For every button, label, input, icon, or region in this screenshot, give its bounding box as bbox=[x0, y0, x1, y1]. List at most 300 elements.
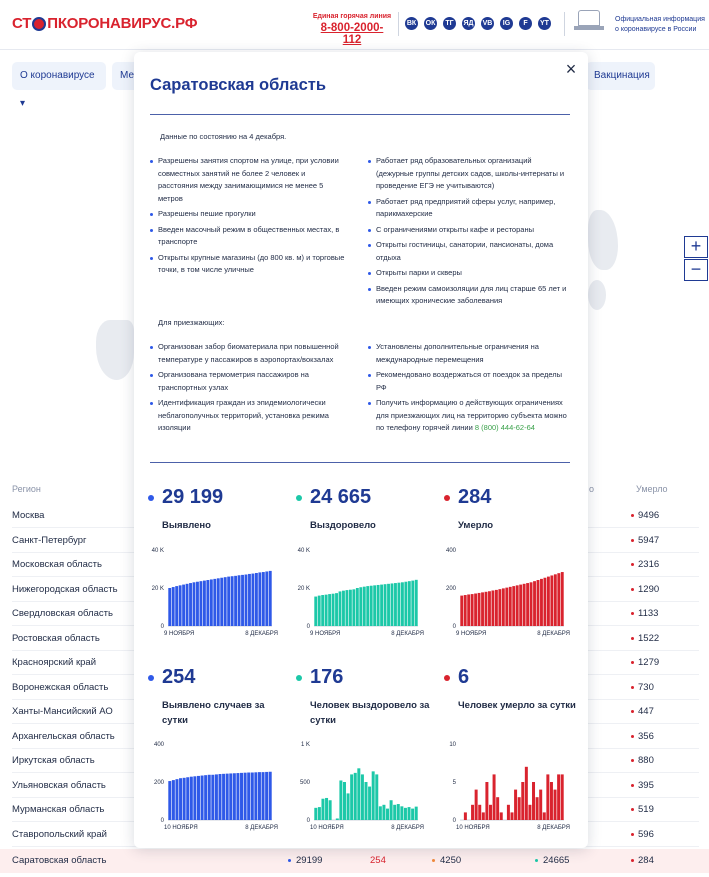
died-value: 1279 bbox=[638, 657, 660, 668]
chart-bar[interactable] bbox=[179, 778, 182, 820]
chart-bar[interactable] bbox=[172, 587, 175, 626]
chart-bar[interactable] bbox=[251, 773, 254, 821]
chart-bar[interactable] bbox=[408, 807, 411, 820]
list-item: Работает ряд образовательных организаций (дежурные группы детских садов, школы-интернаты и проведение ЕГЭ не учитываются) bbox=[368, 155, 568, 193]
vk-icon[interactable]: ВК bbox=[405, 17, 418, 30]
chart-cases-total bbox=[146, 546, 276, 646]
chart-bar[interactable] bbox=[372, 771, 375, 820]
died-value: 596 bbox=[638, 828, 654, 840]
chart-bar[interactable] bbox=[543, 812, 546, 820]
chart-bar[interactable] bbox=[240, 773, 243, 820]
chart-bar[interactable] bbox=[526, 583, 529, 626]
active-value: 4250 bbox=[440, 855, 462, 866]
chart-bar[interactable] bbox=[179, 585, 182, 626]
chart-bar[interactable] bbox=[478, 805, 481, 820]
chart-bar[interactable] bbox=[493, 774, 496, 820]
chart-bar[interactable] bbox=[321, 799, 324, 820]
chart-bar[interactable] bbox=[226, 774, 229, 820]
y-tick-label: 500 bbox=[299, 780, 310, 786]
chart-bar[interactable] bbox=[554, 574, 557, 626]
chart-bar[interactable] bbox=[525, 767, 528, 820]
chart-bar[interactable] bbox=[321, 595, 324, 626]
stat-label: Умерло bbox=[458, 520, 494, 531]
chart-bar[interactable] bbox=[197, 776, 200, 820]
list-item: Открыты парки и скверы bbox=[368, 267, 568, 280]
chart-bar[interactable] bbox=[217, 578, 220, 626]
chart-bar[interactable] bbox=[215, 774, 218, 820]
stat-value: 6 bbox=[458, 666, 470, 688]
chart-bar[interactable] bbox=[329, 800, 332, 820]
y-tick-label: 400 bbox=[445, 548, 456, 554]
chart-bar[interactable] bbox=[482, 812, 485, 820]
map-region-shape[interactable] bbox=[588, 280, 606, 310]
close-icon[interactable]: × bbox=[565, 59, 577, 79]
chart-bar[interactable] bbox=[196, 582, 199, 626]
chart-bar[interactable] bbox=[224, 577, 227, 626]
x-tick-label: 10 НОЯБРЯ bbox=[310, 825, 344, 831]
chart-deaths-daily bbox=[438, 740, 568, 840]
chart-bar[interactable] bbox=[203, 581, 206, 626]
chart-bar[interactable] bbox=[339, 780, 342, 820]
chart-bar[interactable] bbox=[206, 580, 209, 626]
chart-bar[interactable] bbox=[245, 575, 248, 626]
died-value: 880 bbox=[638, 755, 654, 766]
chart-bar[interactable] bbox=[208, 775, 211, 820]
chart-bar[interactable] bbox=[536, 797, 539, 820]
active-dot bbox=[432, 859, 435, 862]
chart-bar[interactable] bbox=[332, 594, 335, 626]
header-divider bbox=[564, 12, 565, 36]
rules-left-list bbox=[150, 155, 346, 280]
chart-bar[interactable] bbox=[368, 787, 371, 820]
chart-bar[interactable] bbox=[561, 572, 564, 626]
region-name: Свердловская область bbox=[12, 608, 113, 619]
chart-bar[interactable] bbox=[363, 587, 366, 626]
y-tick-label: 0 bbox=[160, 818, 164, 824]
chart-bar[interactable] bbox=[489, 805, 492, 820]
chart-bar[interactable] bbox=[314, 597, 317, 626]
col-died-header: Умерло bbox=[636, 484, 668, 494]
died-value: 447 bbox=[638, 706, 654, 717]
x-tick-label: 8 ДЕКАБРЯ bbox=[391, 631, 424, 637]
chart-bar[interactable] bbox=[415, 580, 418, 626]
site-header bbox=[0, 0, 709, 50]
list-item: Открыты гостиницы, санатории, пансионаты, дома отдыха bbox=[368, 239, 568, 264]
chart-bar[interactable] bbox=[186, 584, 189, 626]
chart-bar[interactable] bbox=[521, 782, 524, 820]
x-tick-label: 8 ДЕКАБРЯ bbox=[245, 631, 278, 637]
region-name: Нижегородская область bbox=[12, 583, 118, 595]
chart-svg bbox=[292, 546, 422, 646]
died-value: 1133 bbox=[638, 608, 659, 619]
stat-dot bbox=[296, 675, 302, 681]
died-value: 1522 bbox=[638, 632, 660, 644]
x-tick-label: 10 НОЯБРЯ bbox=[456, 825, 490, 831]
chart-bar[interactable] bbox=[201, 776, 204, 820]
chart-svg bbox=[292, 740, 422, 840]
chart-bar[interactable] bbox=[464, 595, 467, 626]
chart-bar[interactable] bbox=[172, 780, 175, 820]
chart-bar[interactable] bbox=[254, 772, 257, 820]
chart-bar[interactable] bbox=[265, 571, 268, 626]
logo-suffix: ПКОРОНАВИРУС.РФ bbox=[47, 15, 198, 32]
map-region-shape[interactable] bbox=[96, 320, 134, 380]
region-name: Иркутская область bbox=[12, 755, 95, 766]
chart-bar[interactable] bbox=[519, 585, 522, 626]
chart-bar[interactable] bbox=[393, 805, 396, 820]
chart-bar[interactable] bbox=[394, 583, 397, 626]
virus-icon bbox=[32, 17, 46, 31]
chart-bar[interactable] bbox=[557, 573, 560, 626]
y-tick-label: 20 K bbox=[151, 586, 164, 592]
new-cases-value: 254 bbox=[370, 855, 386, 866]
chart-bar[interactable] bbox=[387, 584, 390, 626]
list-item: Рекомендовано воздержаться от поездок за пределы РФ bbox=[368, 369, 568, 394]
youtube-icon[interactable]: YT bbox=[538, 17, 551, 30]
chart-bar[interactable] bbox=[550, 575, 553, 626]
y-tick-label: 0 bbox=[306, 818, 310, 824]
list-item: Разрешены занятия спортом на улице, при условии совместных занятий не более 2 человек и расстояния между занимающимися не менее 5 метров bbox=[150, 155, 346, 205]
chart-bar[interactable] bbox=[336, 818, 339, 820]
chart-bar[interactable] bbox=[471, 805, 474, 820]
x-tick-label: 9 НОЯБРЯ bbox=[456, 631, 487, 637]
chart-bar[interactable] bbox=[229, 773, 232, 820]
chart-bar[interactable] bbox=[512, 586, 515, 626]
chart-bar[interactable] bbox=[478, 593, 481, 626]
chart-bar[interactable] bbox=[375, 774, 378, 820]
chart-bar[interactable] bbox=[475, 790, 478, 820]
chart-bar[interactable] bbox=[168, 781, 171, 820]
chart-bar[interactable] bbox=[227, 577, 230, 626]
zoom-in-button[interactable]: + bbox=[684, 236, 708, 258]
region-name: Архангельская область bbox=[12, 730, 115, 742]
chart-bar[interactable] bbox=[380, 585, 383, 626]
chart-bar[interactable] bbox=[528, 805, 531, 820]
chart-bar[interactable] bbox=[222, 774, 225, 820]
chart-bar[interactable] bbox=[354, 773, 357, 820]
chart-bar[interactable] bbox=[401, 582, 404, 626]
gov-info-link[interactable]: Официальная информация о коронавирусе в России bbox=[615, 16, 705, 33]
chart-bar[interactable] bbox=[471, 594, 474, 626]
chart-bar[interactable] bbox=[546, 774, 549, 820]
chart-bar[interactable] bbox=[346, 590, 349, 626]
stat-value: 29 199 bbox=[162, 486, 224, 508]
nav-vaccination[interactable]: Вакцинация bbox=[586, 62, 655, 90]
chart-bar[interactable] bbox=[464, 812, 467, 820]
chart-bar[interactable] bbox=[252, 574, 255, 626]
y-tick-label: 20 K bbox=[297, 586, 310, 592]
chart-bar[interactable] bbox=[366, 586, 369, 626]
chart-bar[interactable] bbox=[347, 793, 350, 820]
chart-bar[interactable] bbox=[204, 775, 207, 820]
chart-bar[interactable] bbox=[411, 581, 414, 626]
x-tick-label: 9 НОЯБРЯ bbox=[164, 631, 195, 637]
ok-icon[interactable]: ОК bbox=[424, 17, 437, 30]
chart-bar[interactable] bbox=[507, 805, 510, 820]
chart-bar[interactable] bbox=[247, 773, 250, 821]
recovered-dot bbox=[535, 859, 538, 862]
chart-bar[interactable] bbox=[241, 575, 244, 626]
chart-bar[interactable] bbox=[361, 774, 364, 820]
chart-bar[interactable] bbox=[349, 590, 352, 626]
chart-bar[interactable] bbox=[488, 591, 491, 626]
col-partial-header: о bbox=[589, 484, 595, 494]
chart-bar[interactable] bbox=[481, 592, 484, 626]
chart-bar[interactable] bbox=[359, 587, 362, 626]
chart-bar[interactable] bbox=[533, 581, 536, 626]
chart-bar[interactable] bbox=[182, 585, 185, 626]
y-tick-label: 5 bbox=[452, 780, 456, 786]
chart-bar[interactable] bbox=[485, 592, 488, 626]
chart-bar[interactable] bbox=[219, 774, 222, 820]
chart-bar[interactable] bbox=[415, 807, 418, 820]
government-emblem-icon[interactable] bbox=[574, 10, 604, 38]
stat-value: 176 bbox=[310, 666, 344, 688]
chart-bar[interactable] bbox=[561, 774, 564, 820]
chart-bar[interactable] bbox=[193, 776, 196, 820]
chart-bar[interactable] bbox=[175, 586, 178, 626]
chart-bar[interactable] bbox=[544, 578, 547, 626]
y-tick-label: 400 bbox=[153, 742, 164, 748]
chart-bar[interactable] bbox=[495, 590, 498, 626]
chart-bar[interactable] bbox=[530, 582, 533, 626]
chart-bar[interactable] bbox=[213, 579, 216, 626]
nav-about-label: О коронавирусе bbox=[20, 70, 95, 81]
chart-bar[interactable] bbox=[492, 590, 495, 626]
chart-bar[interactable] bbox=[500, 812, 503, 820]
chart-bar[interactable] bbox=[269, 772, 272, 820]
died-value: 284 bbox=[638, 855, 654, 866]
x-tick-label: 8 ДЕКАБРЯ bbox=[537, 825, 570, 831]
chart-bar[interactable] bbox=[236, 773, 239, 820]
chart-bar[interactable] bbox=[516, 585, 519, 626]
chart-bar[interactable] bbox=[460, 596, 463, 626]
chart-bar[interactable] bbox=[509, 587, 512, 626]
hotline bbox=[312, 13, 392, 46]
stat-label: Выявлено случаев за сутки bbox=[162, 700, 265, 726]
list-item: Организован забор биоматериала при повышенной температуре у пассажиров в аэропортах/вокзалах bbox=[150, 341, 346, 366]
chart-bar[interactable] bbox=[335, 593, 338, 626]
chart-bar[interactable] bbox=[365, 782, 368, 820]
zoom-out-button[interactable]: − bbox=[684, 259, 708, 281]
facebook-icon[interactable]: F bbox=[519, 17, 532, 30]
nav-about-dropdown[interactable]: О коронавирусе ▾ bbox=[12, 62, 106, 90]
y-tick-label: 40 K bbox=[297, 548, 310, 554]
rules-right-list bbox=[368, 155, 568, 311]
chart-bar[interactable] bbox=[554, 790, 557, 820]
chart-bar[interactable] bbox=[343, 782, 346, 820]
chart-bar[interactable] bbox=[400, 806, 403, 820]
chart-bar[interactable] bbox=[233, 773, 236, 820]
col-region-header: Регион bbox=[12, 484, 41, 494]
y-tick-label: 0 bbox=[452, 818, 456, 824]
chart-bar[interactable] bbox=[356, 588, 359, 626]
chart-bar[interactable] bbox=[404, 582, 407, 626]
chart-bar[interactable] bbox=[532, 782, 535, 820]
chart-bar[interactable] bbox=[537, 580, 540, 626]
social-links bbox=[405, 17, 551, 30]
region-name: Москва bbox=[12, 510, 45, 521]
chart-bar[interactable] bbox=[382, 805, 385, 820]
telegram-icon[interactable]: ТГ bbox=[443, 17, 456, 30]
y-tick-label: 0 bbox=[452, 624, 456, 630]
chart-bar[interactable] bbox=[498, 589, 501, 626]
chart-bar[interactable] bbox=[518, 797, 521, 820]
chart-deaths-total bbox=[438, 546, 568, 646]
chart-svg bbox=[438, 546, 568, 646]
stat-dot bbox=[444, 675, 450, 681]
chart-bar[interactable] bbox=[514, 790, 517, 820]
chart-bar[interactable] bbox=[325, 798, 328, 820]
chart-bar[interactable] bbox=[183, 778, 186, 820]
chart-bar[interactable] bbox=[390, 800, 393, 820]
stat-label: Человек выздоровело за сутки bbox=[310, 700, 430, 726]
modal-title: Саратовская область bbox=[150, 76, 326, 94]
chart-bar[interactable] bbox=[386, 809, 389, 820]
chart-bar[interactable] bbox=[339, 591, 342, 626]
died-value: 519 bbox=[638, 804, 654, 815]
x-tick-label: 10 НОЯБРЯ bbox=[164, 825, 198, 831]
chart-bar[interactable] bbox=[398, 583, 401, 626]
zen-icon[interactable]: ЯД bbox=[462, 17, 475, 30]
region-name: Ульяновская область bbox=[12, 779, 106, 791]
chart-bar[interactable] bbox=[265, 772, 268, 820]
chart-bar[interactable] bbox=[342, 591, 345, 626]
chart-bar[interactable] bbox=[377, 585, 380, 626]
chart-bar[interactable] bbox=[211, 775, 214, 820]
region-name: Санкт-Петербург bbox=[12, 534, 87, 546]
stat-dot bbox=[444, 495, 450, 501]
chart-bar[interactable] bbox=[379, 806, 382, 820]
chart-bar[interactable] bbox=[262, 572, 265, 626]
chart-bar[interactable] bbox=[373, 585, 376, 626]
chart-bar[interactable] bbox=[370, 586, 373, 626]
y-tick-label: 200 bbox=[445, 586, 456, 592]
arrivals-heading: Для приезжающих: bbox=[158, 318, 225, 327]
viber-icon[interactable]: VB bbox=[481, 17, 494, 30]
region-name: Воронежская область bbox=[12, 681, 109, 693]
chart-bar[interactable] bbox=[175, 779, 178, 820]
instagram-icon[interactable]: IG bbox=[500, 17, 513, 30]
chart-bar[interactable] bbox=[244, 773, 247, 820]
stat-value: 254 bbox=[162, 666, 196, 688]
chart-bar[interactable] bbox=[248, 574, 251, 626]
nav-partial-item[interactable]: Ме bbox=[112, 62, 142, 90]
chart-bar[interactable] bbox=[496, 797, 499, 820]
died-value: 5947 bbox=[638, 534, 660, 546]
chart-bar[interactable] bbox=[384, 584, 387, 626]
data-date: Данные по состоянию на 4 декабря. bbox=[160, 132, 287, 141]
stat-label: Человек умерло за сутки bbox=[458, 700, 576, 711]
chart-bar[interactable] bbox=[357, 768, 360, 820]
chart-bar[interactable] bbox=[262, 772, 265, 820]
list-item: С ограничениями открыты кафе и рестораны bbox=[368, 224, 568, 237]
chart-bar[interactable] bbox=[408, 581, 411, 626]
chart-bar[interactable] bbox=[314, 808, 317, 820]
header-divider bbox=[398, 12, 399, 36]
chart-bar[interactable] bbox=[258, 772, 261, 820]
region-name: Московская область bbox=[12, 559, 102, 570]
region-name: Ханты-Мансийский АО bbox=[12, 706, 113, 717]
list-item: Работает ряд предприятий сферы услуг, например, парикмахерские bbox=[368, 196, 568, 221]
chart-bar[interactable] bbox=[269, 571, 272, 626]
region-modal bbox=[134, 52, 588, 848]
chart-bar[interactable] bbox=[258, 572, 261, 626]
died-value: 395 bbox=[638, 779, 654, 791]
chart-bar[interactable] bbox=[540, 579, 543, 626]
region-name: Саратовская область bbox=[12, 855, 107, 866]
chart-bar[interactable] bbox=[550, 782, 553, 820]
chart-bar[interactable] bbox=[168, 588, 171, 626]
logo-prefix: СТ bbox=[12, 15, 32, 32]
chart-svg bbox=[146, 740, 276, 840]
chart-bar[interactable] bbox=[234, 576, 237, 626]
chart-bar[interactable] bbox=[505, 588, 508, 626]
chart-bar[interactable] bbox=[220, 578, 223, 626]
stat-dot bbox=[148, 495, 154, 501]
chart-bar[interactable] bbox=[539, 790, 542, 820]
chart-bar[interactable] bbox=[189, 583, 192, 626]
chart-bar[interactable] bbox=[318, 807, 321, 820]
chart-bar[interactable] bbox=[200, 581, 203, 626]
list-item: Идентификация граждан из эпидемиологически неблагополучных территорий, установка режима изоляции bbox=[150, 397, 346, 435]
chart-bar[interactable] bbox=[193, 582, 196, 626]
chart-bar[interactable] bbox=[547, 577, 550, 626]
chart-bar[interactable] bbox=[255, 573, 258, 626]
hotline-number[interactable]: 8-800-2000-112 bbox=[320, 22, 384, 46]
arrivals-left-list bbox=[150, 341, 346, 438]
chart-bar[interactable] bbox=[238, 575, 241, 626]
chart-bar[interactable] bbox=[231, 576, 234, 626]
list-item: Введен масочный режим в общественных местах, в транспорте bbox=[150, 224, 346, 249]
chart-bar[interactable] bbox=[350, 774, 353, 820]
chart-bar[interactable] bbox=[328, 594, 331, 626]
y-tick-label: 0 bbox=[306, 624, 310, 630]
chart-bar[interactable] bbox=[190, 777, 193, 820]
map-region-shape[interactable] bbox=[588, 210, 618, 270]
divider bbox=[150, 462, 570, 463]
site-logo[interactable] bbox=[12, 15, 197, 32]
chart-bar[interactable] bbox=[511, 812, 514, 820]
chart-bar[interactable] bbox=[391, 583, 394, 626]
chart-bar[interactable] bbox=[557, 774, 560, 820]
list-item: Введен режим самоизоляции для лиц старше 65 лет и имеющих хронические заболевания bbox=[368, 283, 568, 308]
chart-recovered-daily bbox=[292, 740, 422, 840]
hotline-phone-link[interactable]: 8 (800) 444-62-64 bbox=[474, 423, 535, 432]
chart-bar[interactable] bbox=[352, 589, 355, 626]
hotline-label: Единая горячая линия bbox=[312, 13, 392, 20]
chart-bar[interactable] bbox=[411, 809, 414, 820]
chart-bar[interactable] bbox=[523, 584, 526, 626]
chart-bar[interactable] bbox=[318, 596, 321, 626]
list-item: Открыты крупные магазины (до 800 кв. м) и торговые точки, в том числе уличные bbox=[150, 252, 346, 277]
chart-bar[interactable] bbox=[474, 594, 477, 626]
chart-bar[interactable] bbox=[325, 595, 328, 626]
table-row-highlighted[interactable] bbox=[0, 849, 709, 873]
died-value: 2316 bbox=[638, 559, 660, 570]
chart-bar[interactable] bbox=[485, 782, 488, 820]
list-item bbox=[368, 397, 568, 435]
chart-bar[interactable] bbox=[467, 594, 470, 626]
chart-bar[interactable] bbox=[186, 777, 189, 820]
list-item: Установлены дополнительные ограничения на международные перемещения bbox=[368, 341, 568, 366]
chart-bar[interactable] bbox=[210, 579, 213, 626]
x-tick-label: 9 НОЯБРЯ bbox=[310, 631, 341, 637]
chart-bar[interactable] bbox=[502, 588, 505, 626]
chart-bar[interactable] bbox=[404, 808, 407, 820]
chart-bar[interactable] bbox=[397, 804, 400, 820]
stat-label: Выздоровело bbox=[310, 520, 376, 531]
